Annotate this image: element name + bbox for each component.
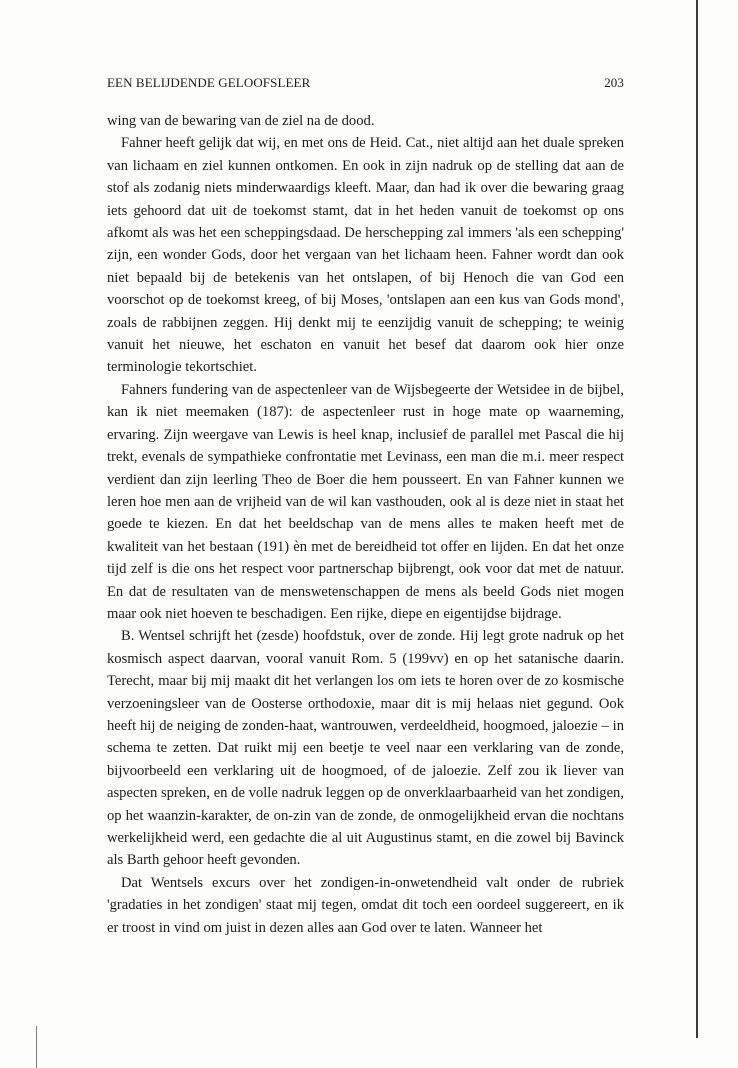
paragraph: Dat Wentsels excurs over het zondigen-in-onwetendheid valt onder de rubriek 'gradaties in het zondigen' staat mij tegen, omdat dit toch een oordeel suggereert, en ik er troost in vind om juist in dezen alles aan God over te laten. Wanneer het	[107, 874, 624, 936]
scan-edge-left	[36, 1026, 37, 1068]
paragraph: Fahners fundering van de aspectenleer van de Wijsbegeerte der Wetsidee in de bijbel, kan ik niet meemaken (187): de aspectenleer rust in hoge mate op waarneming, ervaring. Zijn weergave van Lewis is heel knap, inclusief de parallel met Pascal die hij trekt, evenals de sympathieke confrontatie met Levinass, een man die m.i. meer respect verdient dan zijn leerling Theo de Boer die hem pousseert. En van Fahner kunnen we leren hoe men aan de vrijheid van de wil kan vasthouden, ook al is deze niet in staat het goede te kiezen. En dat het beeldschap van de mens alles te maken heeft met de kwaliteit van het bestaan (191) èn met de bereidheid tot offer en lijden. En dat het onze tijd zelf is die ons het respect voor partnerschap bijbrengt, ook voor dat met de natuur. En dat de resultaten van de menswetenschappen de mens als beeld Gods niet mogen maar ook niet hoeven te beschadigen. Een rijke, diepe en eigentijdse bijdrage.	[107, 381, 624, 622]
scan-edge-right	[696, 0, 698, 1038]
paragraph: B. Wentsel schrijft het (zesde) hoofdstuk, over de zonde. Hij legt grote nadruk op het kosmisch aspect daarvan, vooral vanuit Rom. 5 (199vv) en op het satanische daarin. Terecht, maar bij mij maakt dit het verlangen los om iets te horen over de zo kosmische verzoeningsleer van de Oosterse orthodoxie, maar dit is mij helaas niet gegund. Ook heeft hij de neiging de zonden-haat, wantrouwen, verdeeldheid, hoogmoed, jaloezie – in schema te zetten. Dat ruikt mij een beetje te veel naar een verklaring van de zonde, bijvoorbeeld een verklaring uit de hoogmoed, of de jaloezie. Zelf zou ik liever van aspecten spreken, en de volle nadruk leggen op de onverklaarbaarheid van het zondigen, op het waanzin-karakter, de on-zin van de zonde, de onmogelijkheid ervan die nochtans werkelijkheid werd, een gedachte die al uit Augustinus stamt, en die zowel bij Bavinck als Barth gehoor heeft gevonden.	[107, 628, 624, 869]
paragraph: Fahner heeft gelijk dat wij, en met ons de Heid. Cat., niet altijd aan het duale spreken van lichaam en ziel kunnen ontkomen. En ook in zijn nadruk op de stelling dat aan de stof als zodanig niets minderwaardigs kleeft. Maar, dan had ik over die bewaring graag iets gehoord dat uit de toekomst stamt, dat in het heden vanuit de toekomst op ons afkomt als was het een scheppingsdaad. De herschepping zal immers 'als een schepping' zijn, een wonder Gods, door het vergaan van het lichaam heen. Fahner wordt dan ook niet bepaald bij de betekenis van het ontslapen, of bij Henoch die van God een voorschot op de toekomst kreeg, of bij Moses, 'ontslapen aan een kus van Gods mond', zoals de rabbijnen zeggen. Hij denkt mij te eenzijdig vanuit de schepping; te weinig vanuit het nieuwe, het eschaton en vanuit het besef dat daarom ook hier onze terminologie tekortschiet.	[107, 135, 624, 376]
page-number: 203	[604, 75, 624, 90]
body-text	[107, 110, 624, 939]
paragraph-continuation: wing van de bewaring van de ziel na de dood.	[107, 113, 375, 129]
running-title: EEN BELIJDENDE GELOOFSLEER	[107, 75, 311, 90]
